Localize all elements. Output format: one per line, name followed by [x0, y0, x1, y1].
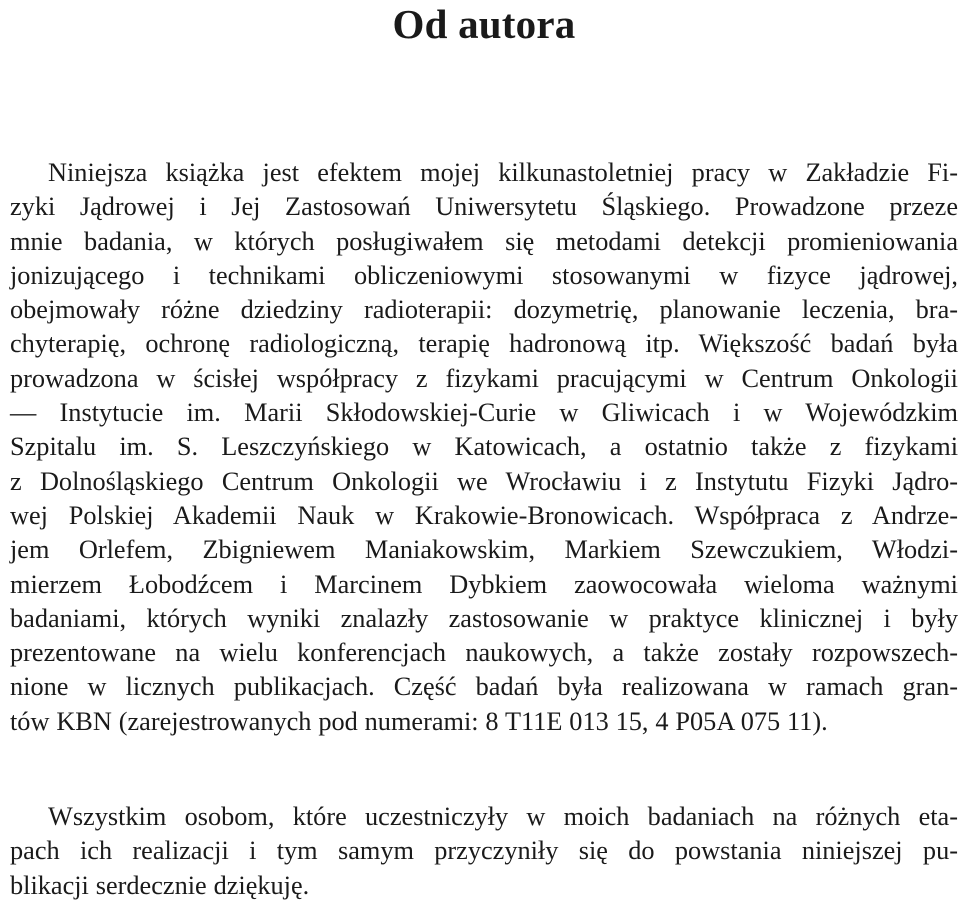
paragraph-line: z Dolnośląskiego Centrum Onkologii we Wrocławiu i z Instytutu Fizyki Jądro-: [10, 466, 958, 496]
paragraph-line: prezentowane na wielu konferencjach naukowych, a także zostały rozpowszech-: [10, 638, 958, 668]
paragraph-line: mnie badania, w których posługiwałem się metodami detekcji promieniowania: [10, 226, 958, 256]
paragraph-line: wej Polskiej Akademii Nauk w Krakowie-Bronowicach. Współpraca z Andrze-: [10, 500, 958, 530]
paragraph-line: — Instytucie im. Marii Skłodowskiej-Curie w Gliwicach i w Wojewódzkim: [10, 398, 958, 428]
paragraph-line: chyterapię, ochronę radiologiczną, terapię hadronową itp. Większość badań była: [10, 329, 958, 359]
paragraph-line: mierzem Łobodźcem i Marcinem Dybkiem zaowocowała wieloma ważnymi: [10, 569, 958, 599]
paragraph-line: badaniami, których wyniki znalazły zastosowanie w praktyce klinicznej i były: [10, 603, 958, 633]
paragraph-line: zyki Jądrowej i Jej Zastosowań Uniwersytetu Śląskiego. Prowadzone przeze: [10, 192, 958, 222]
paragraph-line: pach ich realizacji i tym samym przyczyniły się do powstania niniejszej pu-: [10, 836, 958, 866]
paragraph-line: tów KBN (zarejestrowanych pod numerami: 8 T11E 013 15, 4 P05A 075 11).: [10, 706, 828, 736]
paragraph-line: jem Orlefem, Zbigniewem Maniakowskim, Markiem Szewczukiem, Włodzi-: [10, 535, 958, 565]
paragraph-line: Niniejsza książka jest efektem mojej kilkunastoletniej pracy w Zakładzie Fi-: [48, 158, 958, 187]
paragraph-line: jonizującego i technikami obliczeniowymi stosowanymi w fizyce jądrowej,: [10, 260, 958, 290]
paragraph-line: nione w licznych publikacjach. Część badań była realizowana w ramach gran-: [10, 672, 958, 702]
paragraph-line: blikacji serdecznie dziękuję.: [10, 870, 310, 900]
paragraph-line: Szpitalu im. S. Leszczyńskiego w Katowicach, a ostatnio także z fizykami: [10, 432, 958, 462]
paragraph-line: Wszystkim osobom, które uczestniczyły w moich badaniach na różnych eta-: [48, 802, 958, 831]
paragraph-line: obejmowały różne dziedziny radioterapii: dozymetrię, planowanie leczenia, bra-: [10, 295, 958, 325]
document-page: [10, 0, 958, 900]
page-title: Od autora: [392, 1, 576, 47]
paragraph-thanks: [10, 800, 958, 903]
paragraph-line: prowadzona w ścisłej współpracy z fizykami pracującymi w Centrum Onkologii: [10, 363, 958, 393]
paragraph-acknowledgement-research: [10, 156, 958, 739]
